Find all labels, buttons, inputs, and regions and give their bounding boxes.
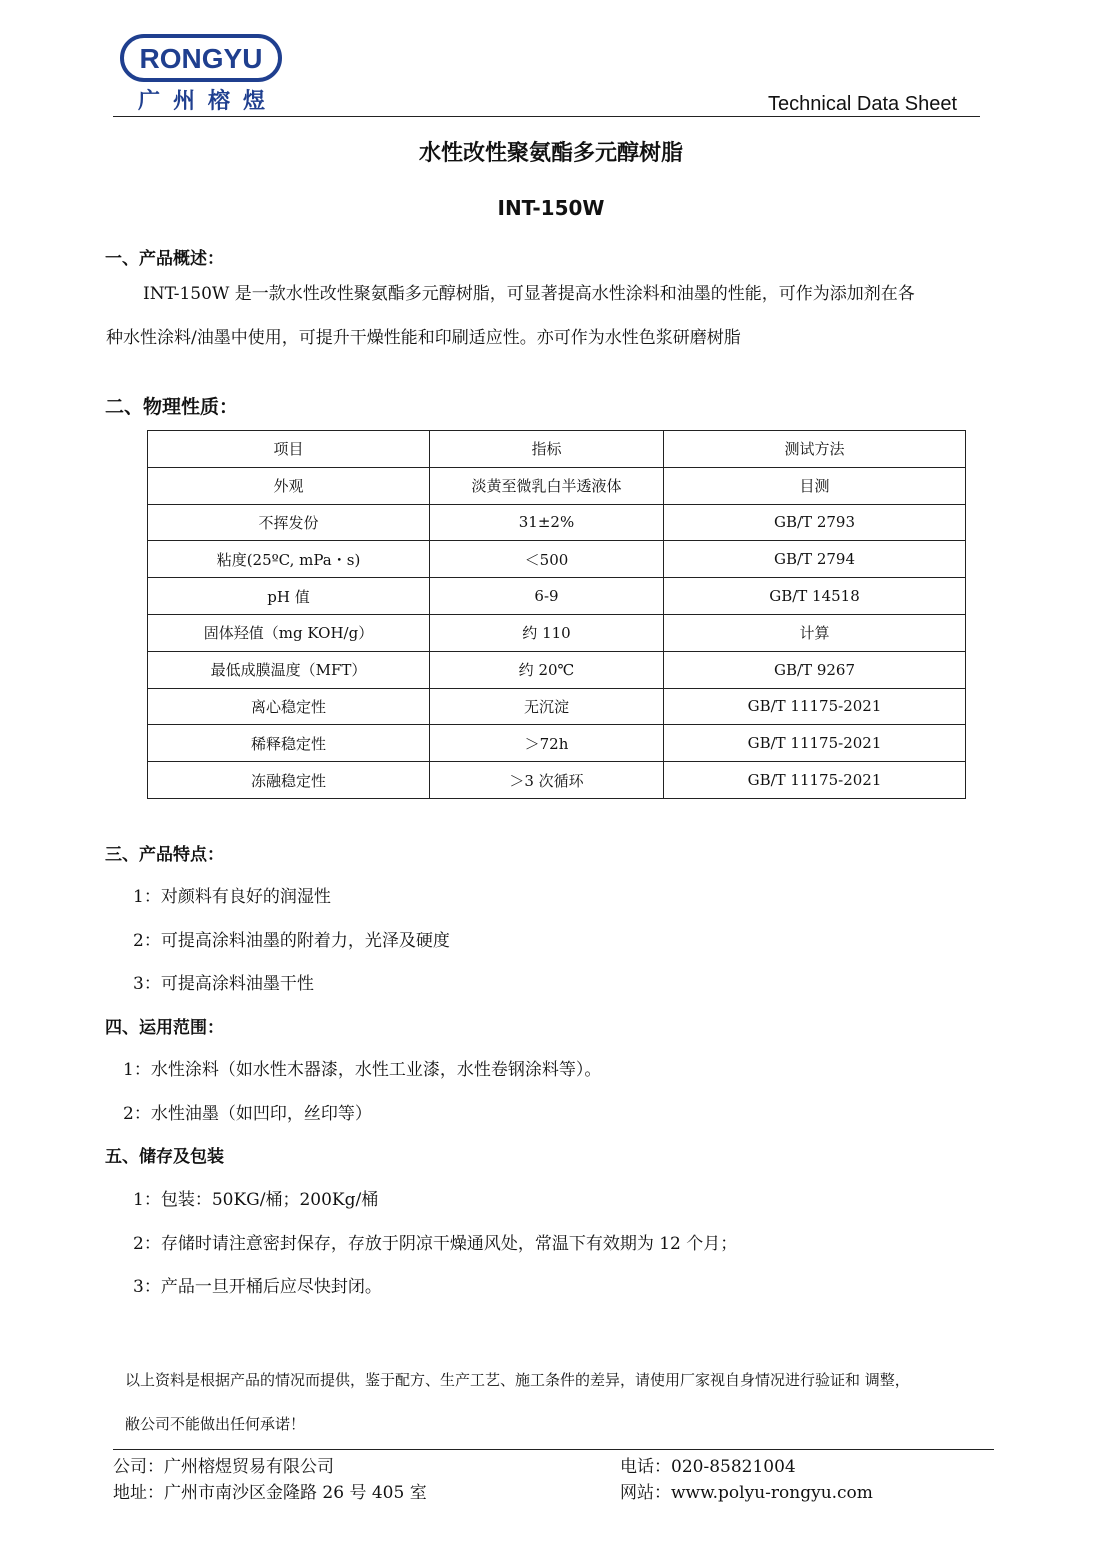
cell-item: 不挥发份 xyxy=(148,504,430,541)
footer-address: 地址：广州市南沙区金隆路 26 号 405 室 xyxy=(113,1483,427,1503)
table-row xyxy=(148,467,966,504)
table-row xyxy=(148,541,966,578)
table-header-row xyxy=(148,431,966,468)
cell-method: GB/T 2794 xyxy=(664,541,966,578)
disclaimer-line-2: 敝公司不能做出任何承诺！ xyxy=(125,1415,306,1433)
overview-line-2: 种水性涂料/油墨中使用，可提升干燥性能和印刷适应性。亦可作为水性色浆研磨树脂 xyxy=(106,328,741,348)
cell-method: 目测 xyxy=(664,467,966,504)
cell-item: 稀释稳定性 xyxy=(148,725,430,762)
feature-item: 3：可提高涂料油墨干性 xyxy=(133,974,314,994)
cell-method: 计算 xyxy=(664,614,966,651)
storage-item: 1：包装：50KG/桶；200Kg/桶 xyxy=(133,1190,379,1210)
table-row xyxy=(148,688,966,725)
cell-method: GB/T 9267 xyxy=(664,651,966,688)
storage-item: 2：存储时请注意密封保存，存放于阴凉干燥通风处，常温下有效期为 12 个月； xyxy=(133,1234,738,1254)
cell-item: pH 值 xyxy=(148,578,430,615)
table-row xyxy=(148,504,966,541)
column-header-method: 测试方法 xyxy=(664,431,966,468)
overview-line-1: INT-150W 是一款水性改性聚氨酯多元醇树脂，可显著提高水性涂料和油墨的性能，可作为添加剂在各 xyxy=(143,284,915,304)
section-2-heading: 二、物理性质： xyxy=(105,396,239,418)
table-row xyxy=(148,614,966,651)
feature-item: 1：对颜料有良好的润湿性 xyxy=(133,887,331,907)
table-row xyxy=(148,578,966,615)
properties-table xyxy=(147,430,966,799)
table-row xyxy=(148,725,966,762)
cell-item: 固体羟值（mg KOH/g） xyxy=(148,614,430,651)
application-item: 1：水性涂料（如水性木器漆，水性工业漆，水性卷钢涂料等）。 xyxy=(123,1060,602,1080)
disclaimer xyxy=(125,1358,995,1446)
footer-website: 网站：www.polyu-rongyu.com xyxy=(620,1483,873,1503)
cell-spec: 无沉淀 xyxy=(430,688,664,725)
footer-divider xyxy=(113,1449,994,1450)
logo-text: RONGYU xyxy=(139,43,263,74)
cell-method: GB/T 14518 xyxy=(664,578,966,615)
product-title: 水性改性聚氨酯多元醇树脂 xyxy=(418,140,683,166)
logo-chinese-name: 广州榕煜 xyxy=(138,88,279,114)
cell-item: 冻融稳定性 xyxy=(148,762,430,799)
cell-method: GB/T 11175-2021 xyxy=(664,688,966,725)
cell-spec: 约 20℃ xyxy=(430,651,664,688)
section-1-heading: 一、产品概述： xyxy=(105,249,224,269)
column-header-spec: 指标 xyxy=(430,431,664,468)
company-logo xyxy=(120,34,282,82)
cell-method: GB/T 11175-2021 xyxy=(664,725,966,762)
cell-spec: 31±2% xyxy=(430,504,664,541)
cell-spec: 约 110 xyxy=(430,614,664,651)
cell-spec: ＜500 xyxy=(430,541,664,578)
cell-spec: ＞3 次循环 xyxy=(430,762,664,799)
column-header-item: 项目 xyxy=(148,431,430,468)
product-code: INT-150W xyxy=(497,196,605,220)
cell-method: GB/T 11175-2021 xyxy=(664,762,966,799)
cell-item: 粘度(25ºC, mPa・s) xyxy=(148,541,430,578)
section-4-heading: 四、运用范围： xyxy=(105,1018,224,1038)
cell-spec: 淡黄至微乳白半透液体 xyxy=(430,467,664,504)
cell-method: GB/T 2793 xyxy=(664,504,966,541)
cell-item: 外观 xyxy=(148,467,430,504)
table-row xyxy=(148,651,966,688)
section-3-heading: 三、产品特点： xyxy=(105,845,224,865)
cell-item: 最低成膜温度（MFT） xyxy=(148,651,430,688)
section-5-heading: 五、储存及包装 xyxy=(105,1147,224,1167)
footer-phone: 电话：020-85821004 xyxy=(620,1457,796,1477)
cell-spec: 6-9 xyxy=(430,578,664,615)
cell-item: 离心稳定性 xyxy=(148,688,430,725)
application-item: 2：水性油墨（如凹印，丝印等） xyxy=(123,1104,372,1124)
cell-spec: ＞72h xyxy=(430,725,664,762)
disclaimer-line-1: 以上资料是根据产品的情况而提供，鉴于配方、生产工艺、施工条件的差异，请使用厂家视自身情况进行验证和 调整， xyxy=(125,1371,910,1389)
table-row xyxy=(148,762,966,799)
storage-item: 3：产品一旦开桶后应尽快封闭。 xyxy=(133,1277,382,1297)
sheet-title: Technical Data Sheet xyxy=(768,93,958,115)
footer-company: 公司：广州榕煜贸易有限公司 xyxy=(113,1457,334,1477)
feature-item: 2：可提高涂料油墨的附着力，光泽及硬度 xyxy=(133,931,450,951)
header-divider xyxy=(113,116,980,117)
